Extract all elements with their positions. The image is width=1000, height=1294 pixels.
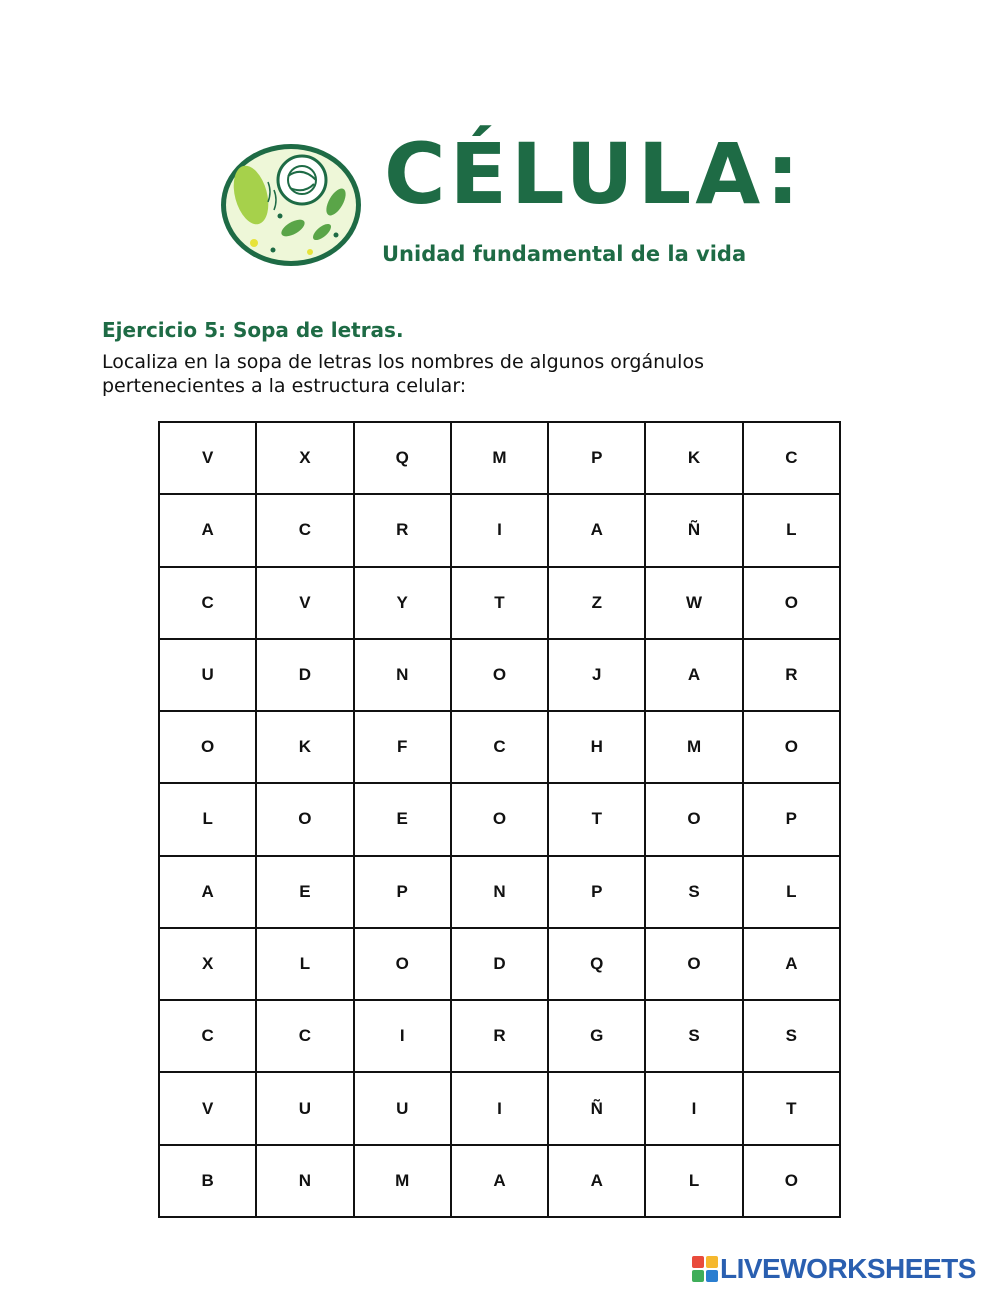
grid-cell[interactable]: L [159, 783, 256, 855]
grid-cell[interactable]: A [451, 1145, 548, 1217]
grid-cell[interactable]: X [256, 422, 353, 494]
grid-cell[interactable]: A [159, 856, 256, 928]
grid-cell[interactable]: H [548, 711, 645, 783]
grid-cell[interactable]: I [451, 494, 548, 566]
grid-cell[interactable]: Ñ [645, 494, 742, 566]
grid-cell[interactable]: Y [354, 567, 451, 639]
grid-cell[interactable]: O [256, 783, 353, 855]
grid-cell[interactable]: R [451, 1000, 548, 1072]
grid-row [159, 711, 840, 783]
grid-cell[interactable]: Q [548, 928, 645, 1000]
grid-cell[interactable]: U [256, 1072, 353, 1144]
grid-cell[interactable]: A [548, 1145, 645, 1217]
grid-cell[interactable]: N [354, 639, 451, 711]
grid-row [159, 928, 840, 1000]
grid-cell[interactable]: R [743, 639, 840, 711]
grid-cell[interactable]: X [159, 928, 256, 1000]
grid-cell[interactable]: V [256, 567, 353, 639]
grid-cell[interactable]: K [645, 422, 742, 494]
grid-cell[interactable]: Z [548, 567, 645, 639]
grid-cell[interactable]: S [743, 1000, 840, 1072]
grid-cell[interactable]: O [743, 1145, 840, 1217]
grid-cell[interactable]: C [256, 1000, 353, 1072]
grid-cell[interactable]: M [354, 1145, 451, 1217]
grid-row [159, 783, 840, 855]
grid-cell[interactable]: M [645, 711, 742, 783]
grid-cell[interactable]: O [354, 928, 451, 1000]
grid-cell[interactable]: O [451, 639, 548, 711]
grid-cell[interactable]: A [548, 494, 645, 566]
grid-cell[interactable]: L [743, 494, 840, 566]
exercise-title: Ejercicio 5: Sopa de letras. [102, 318, 404, 342]
plant-cell-icon [218, 140, 364, 270]
grid-row [159, 494, 840, 566]
grid-cell[interactable]: A [743, 928, 840, 1000]
grid-row [159, 1072, 840, 1144]
instructions-line-1: Localiza en la sopa de letras los nombres de algunos orgánulos [102, 351, 704, 373]
grid-cell[interactable]: E [256, 856, 353, 928]
grid-cell[interactable]: O [451, 783, 548, 855]
grid-cell[interactable]: C [451, 711, 548, 783]
header [218, 118, 804, 278]
grid-cell[interactable]: V [159, 1072, 256, 1144]
grid-cell[interactable]: S [645, 856, 742, 928]
grid-cell[interactable]: K [256, 711, 353, 783]
word-search-grid [158, 421, 841, 1218]
grid-cell[interactable]: L [645, 1145, 742, 1217]
grid-cell[interactable]: G [548, 1000, 645, 1072]
grid-row [159, 856, 840, 928]
grid-cell[interactable]: B [159, 1145, 256, 1217]
grid-cell[interactable]: V [159, 422, 256, 494]
grid-cell[interactable]: P [354, 856, 451, 928]
grid-cell[interactable]: D [451, 928, 548, 1000]
grid-cell[interactable]: O [645, 783, 742, 855]
grid-cell[interactable]: C [159, 1000, 256, 1072]
grid-cell[interactable]: J [548, 639, 645, 711]
page-subtitle: Unidad fundamental de la vida [382, 242, 747, 266]
grid-row [159, 422, 840, 494]
grid-cell[interactable]: L [256, 928, 353, 1000]
grid-cell[interactable]: O [159, 711, 256, 783]
grid-cell[interactable]: F [354, 711, 451, 783]
grid-cell[interactable]: Ñ [548, 1072, 645, 1144]
grid-cell[interactable]: O [743, 567, 840, 639]
grid-cell[interactable]: O [743, 711, 840, 783]
grid-cell[interactable]: P [548, 422, 645, 494]
grid-cell[interactable]: P [743, 783, 840, 855]
grid-cell[interactable]: A [159, 494, 256, 566]
liveworksheets-logo-icon [692, 1256, 718, 1282]
grid-cell[interactable]: C [743, 422, 840, 494]
grid-cell[interactable]: N [256, 1145, 353, 1217]
grid-cell[interactable]: O [645, 928, 742, 1000]
grid-cell[interactable]: P [548, 856, 645, 928]
grid-cell[interactable]: N [451, 856, 548, 928]
grid-cell[interactable]: D [256, 639, 353, 711]
grid-cell[interactable]: I [354, 1000, 451, 1072]
grid-row [159, 639, 840, 711]
grid-cell[interactable]: L [743, 856, 840, 928]
grid-cell[interactable]: T [548, 783, 645, 855]
brand-text: LIVEWORKSHEETS [720, 1253, 976, 1284]
grid-cell[interactable]: U [354, 1072, 451, 1144]
grid-cell[interactable]: I [645, 1072, 742, 1144]
grid-cell[interactable]: Q [354, 422, 451, 494]
grid-cell[interactable]: T [451, 567, 548, 639]
grid-row [159, 1000, 840, 1072]
grid-cell[interactable]: C [159, 567, 256, 639]
grid-cell[interactable]: I [451, 1072, 548, 1144]
instructions-line-2: pertenecientes a la estructura celular: [102, 375, 467, 397]
grid-row [159, 1145, 840, 1217]
grid-cell[interactable]: U [159, 639, 256, 711]
grid-cell[interactable]: W [645, 567, 742, 639]
grid-cell[interactable]: S [645, 1000, 742, 1072]
grid-cell[interactable]: T [743, 1072, 840, 1144]
grid-cell[interactable]: R [354, 494, 451, 566]
grid-cell[interactable]: C [256, 494, 353, 566]
grid-cell[interactable]: M [451, 422, 548, 494]
grid-row [159, 567, 840, 639]
grid-cell[interactable]: E [354, 783, 451, 855]
page-title: CÉLULA: [384, 125, 804, 223]
grid-cell[interactable]: A [645, 639, 742, 711]
exercise-instructions [102, 350, 822, 398]
liveworksheets-brand [692, 1252, 976, 1286]
